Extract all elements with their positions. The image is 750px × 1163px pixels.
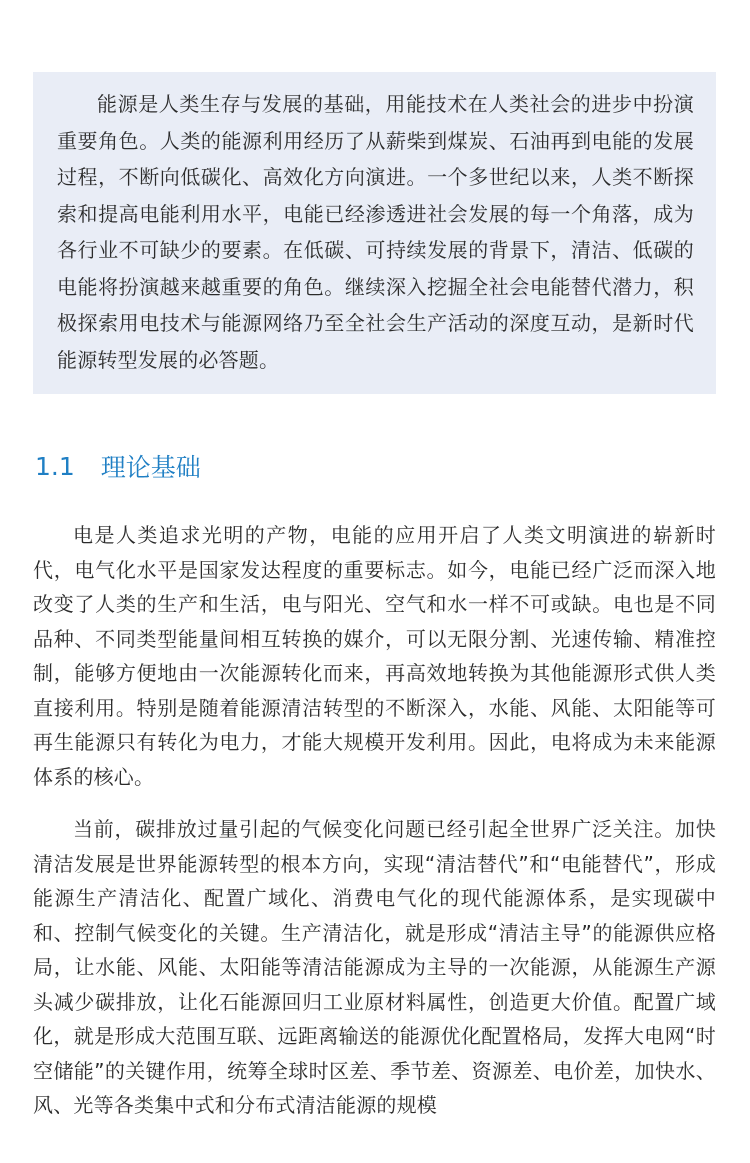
body-paragraph-1-container <box>33 518 716 794</box>
body-paragraph: 电是人类追求光明的产物，电能的应用开启了人类文明演进的崭新时代，电气化水平是国家发达程度的重要标志。如今，电能已经广泛而深入地改变了人类的生产和生活，电与阳光、空气和水一样不可或缺。电也是不同品种、不同类型能量间相互转换的媒介，可以无限分割、光速传输、精准控制，能够方便地由一次能源转化而来，再高效地转换为其他能源形式供人类直接利用。特别是随着能源清洁转型的不断深入，水能、风能、太阳能等可再生能源只有转化为电力，才能大规模开发利用。因此，电将成为未来能源体系的核心。 <box>33 523 716 789</box>
body-paragraph: 当前，碳排放过量引起的气候变化问题已经引起全世界广泛关注。加快清洁发展是世界能源转型的根本方向，实现“清洁替代”和“电能替代”，形成能源生产清洁化、配置广域化、消费电气化的现代能源体系，是实现碳中和、控制气候变化的关键。生产清洁化，就是形成“清洁主导”的能源供应格局，让水能、风能、太阳能等清洁能源成为主导的一次能源，从能源生产源头减少碳排放，让化石能源回归工业原材料属性，创造更大价值。配置广域化，就是形成大范围互联、远距离输送的能源优化配置格局，发挥大电网“时空储能”的关键作用，统筹全球时区差、季节差、资源差、电价差，加快水、风、光等各类集中式和分布式清洁能源的规模 <box>33 817 716 1117</box>
body-paragraph-2-container <box>33 812 716 1123</box>
intro-paragraph: 能源是人类生存与发展的基础，用能技术在人类社会的进步中扮演重要角色。人类的能源利用经历了从薪柴到煤炭、石油再到电能的发展过程，不断向低碳化、高效化方向演进。一个多世纪以来，人类不断探索和提高电能利用水平，电能已经渗透进社会发展的每一个角落，成为各行业不可缺少的要素。在低碳、可持续发展的背景下，清洁、低碳的电能将扮演越来越重要的角色。继续深入挖掘全社会电能替代潜力，积极探索用电技术与能源网络乃至全社会生产活动的深度互动，是新时代能源转型发展的必答题。 <box>57 92 694 372</box>
section-title: 理论基础 <box>100 453 201 482</box>
intro-summary-box <box>33 72 716 394</box>
section-heading <box>35 446 201 486</box>
section-number: 1.1 <box>35 451 75 481</box>
